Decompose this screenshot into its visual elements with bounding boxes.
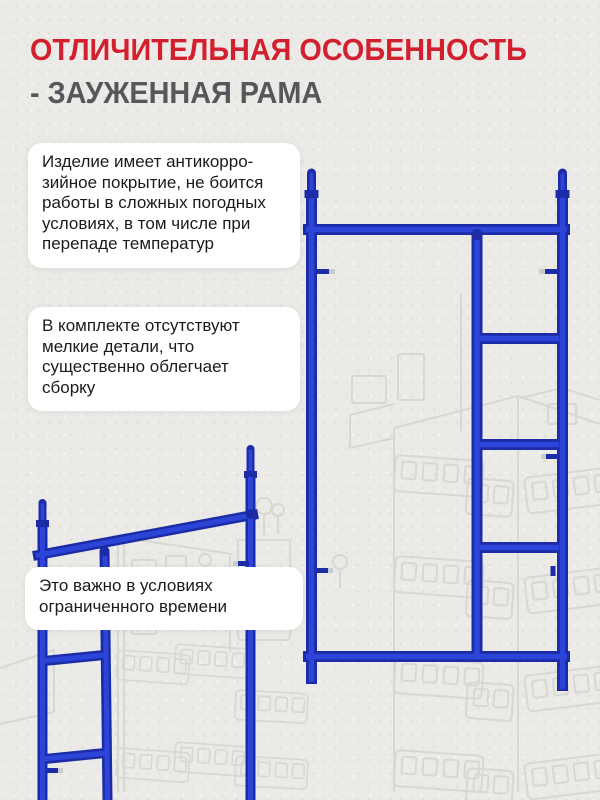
feature-line: Изделие имеет антикорро- xyxy=(42,152,254,171)
feature-line: зийное покрытие, не боится xyxy=(42,172,264,192)
feature-line: мелкие детали, что xyxy=(42,336,195,356)
page-title: ОТЛИЧИТЕЛЬНАЯ ОСОБЕННОСТЬ xyxy=(30,32,527,67)
tube-joint xyxy=(100,546,110,556)
feature-card-no-small-parts xyxy=(28,307,300,411)
tube-joint xyxy=(246,509,256,519)
feature-line: Это важно в условиях xyxy=(39,576,213,595)
feature-line: В комплекте отсутствуют xyxy=(42,316,240,335)
feature-line: условиях, в том числе при xyxy=(42,213,251,233)
feature-line: перепаде температур xyxy=(42,234,215,253)
feature-card-limited-time xyxy=(25,567,303,630)
scaffold-frame-front xyxy=(303,173,570,691)
flag-hook-icon xyxy=(317,272,557,577)
feature-line: работы в сложных погодных xyxy=(42,193,266,212)
page-subtitle: - ЗАУЖЕННАЯ РАМА xyxy=(30,75,323,110)
feature-line: сборку xyxy=(42,377,96,397)
feature-line: существенно облегчает xyxy=(42,357,229,376)
header xyxy=(30,28,564,114)
spigot-pin-icon xyxy=(312,173,563,200)
feature-line: ограниченного времени xyxy=(39,596,227,616)
tube-joint xyxy=(472,229,483,240)
feature-card-anticorrosion xyxy=(28,143,300,268)
